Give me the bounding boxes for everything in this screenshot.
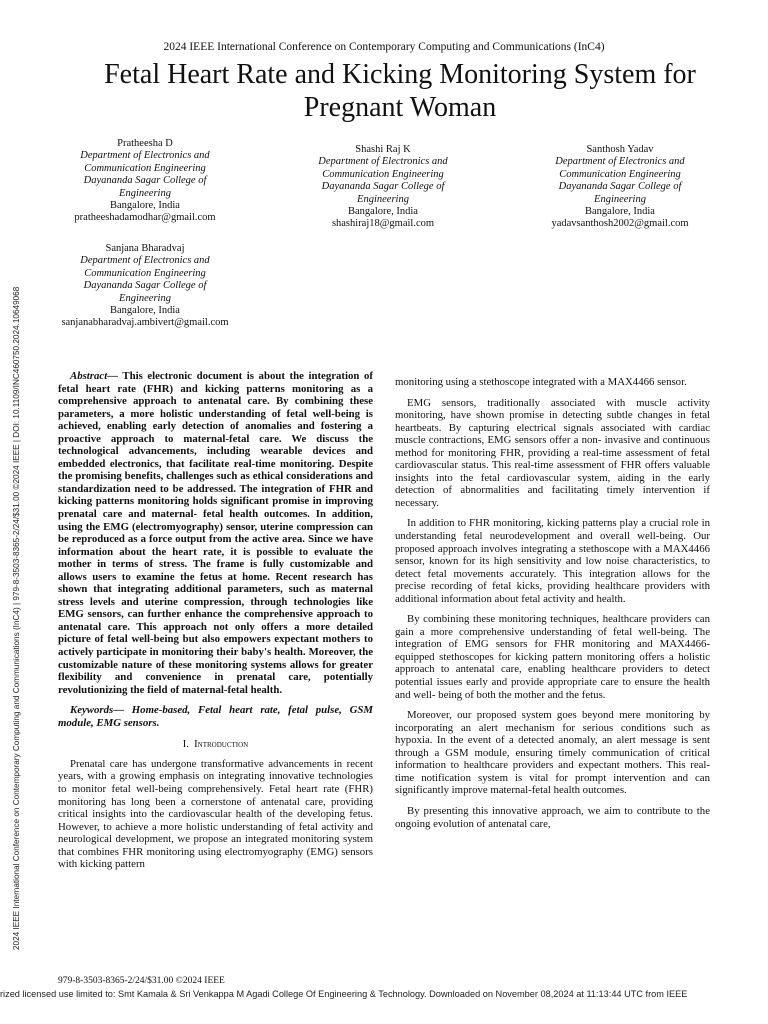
keywords-text: Home-based, Fetal heart rate, fetal pulse, GSM module, EMG sensors. xyxy=(58,704,373,729)
author-dept: Communication Engineering xyxy=(84,267,206,279)
keywords xyxy=(58,704,373,729)
author-inst: Dayananda Sagar College of xyxy=(321,181,445,193)
author-dept: Communication Engineering xyxy=(322,168,444,180)
author-dept: Department of Electronics and xyxy=(80,150,210,162)
author-name: Pratheesha D xyxy=(117,138,173,149)
author-email: yadavsanthosh2002@gmail.com xyxy=(551,218,689,230)
author-email: sanjanabharadvaj.ambivert@gmail.com xyxy=(61,317,229,329)
author-block xyxy=(525,144,715,231)
left-column xyxy=(58,370,373,879)
right-column xyxy=(395,376,710,838)
author-block xyxy=(50,138,240,225)
author-block xyxy=(288,144,478,231)
paragraph: By combining these monitoring techniques, healthcare providers can gain a more comprehensive understanding of fetal well-being. The integration of EMG sensors for FHR monitoring and MAX4466-equipped stethoscopes for kicking pattern monitoring offers a holistic approach to antenatal care, enabling healthcare providers to detect potential issues early and provide appropriate care to ensure the health and well- being of both the mother and the fetus. xyxy=(395,613,710,701)
author-dept: Department of Electronics and xyxy=(555,156,685,168)
paragraph: By presenting this innovative approach, we aim to contribute to the ongoing evolution of antenatal care, xyxy=(395,804,710,830)
author-dept: Department of Electronics and xyxy=(318,156,448,168)
author-city: Bangalore, India xyxy=(348,206,418,218)
paper-title: Fetal Heart Rate and Kicking Monitoring System for Pregnant Woman xyxy=(104,59,696,123)
author-name: Sanjana Bharadvaj xyxy=(105,243,185,254)
keywords-label: Keywords— xyxy=(70,704,124,717)
section-heading xyxy=(58,739,373,752)
author-email: shashiraj18@gmail.com xyxy=(331,218,435,230)
paragraph: Prenatal care has undergone transformative advancements in recent years, with a growing emphasis on integrating innovative technologies to monitor fetal well-being comprehensively. Fetal heart rate (FHR) monitoring has long been a cornerstone of antenatal care, providing critical insights into the cardiovascular health of the developing fetus. However, to achieve a more holistic understanding of fetal activity and neurological development, we propose an integrated monitoring system that combines FHR monitoring using electromyography (EMG) sensors with kicking pattern xyxy=(58,757,373,871)
author-city: Bangalore, India xyxy=(110,200,180,212)
author-inst: Dayananda Sagar College of xyxy=(558,181,682,193)
author-inst: Engineering xyxy=(357,193,409,205)
paragraph: monitoring using a stethoscope integrated with a MAX4466 sensor. xyxy=(395,376,687,388)
author-city: Bangalore, India xyxy=(585,206,655,218)
author-dept: Communication Engineering xyxy=(559,168,681,180)
doi-sidebar: 2024 IEEE International Conference on Contemporary Computing and Communications (InC4) | 979-8-3503-8365-2/24/$31.00 ©2024 IEEE | DOI: 10.1109/INC460750.2024.10649068 xyxy=(12,286,21,950)
author-inst: Dayananda Sagar College of xyxy=(83,280,207,292)
paragraph: Moreover, our proposed system goes beyond mere monitoring by incorporating an alert mechanism for serious conditions such as hypoxia. In the event of a detected anomaly, an alert message is sent through a GSM module, ensuring timely communication of critical information to healthcare providers and expectant mothers. This real-time notification system is vital for prompt intervention and can significantly improve maternal-fetal health outcomes. xyxy=(395,709,710,797)
conference-header: 2024 IEEE International Conference on Contemporary Computing and Communications (InC4) xyxy=(163,41,605,53)
license-footer: rized licensed use limited to: Smt Kamala & Sri Venkappa M Agadi College Of Engineering & Technology. Downloaded on November 08,2024 at 11:13:44 UTC from IEEE xyxy=(0,989,688,999)
paragraph: EMG sensors, traditionally associated with muscle activity monitoring, have shown promise in detecting subtle changes in fetal heartbeats. By capturing electrical signals associated with cardiac muscle contractions, EMG sensors offer a non- invasive and continuous method for monitoring FHR, providing a real-time assessment of fetal cardiovascular status. This real-time assessment of FHR offers valuable insights into the fetal cardiovascular system, aiding in the early detection of abnormalities and facilitating timely intervention if necessary. xyxy=(395,396,710,509)
section-title: Introduction xyxy=(194,739,249,751)
abstract-label: Abstract— xyxy=(70,370,118,382)
abstract-text: This electronic document is about the integration of fetal heart rate (FHR) and kicking patterns monitoring as a comprehensive approach to antenatal care. By combining these parameters, a more holistic understanding of fetal well-being is achieved, enabling early detection of anomalies and fostering a proactive approach to maternal-fetal care. We discuss the technological advancements, including wearable devices and embedded electronics, that facilitate real-time monitoring. Despite the promising benefits, challenges such as ethical considerations and standardization need to be addressed. The integration of FHR and kicking patterns monitoring holds significant promise in improving prenatal care and maternal- fetal health outcomes. In addition, using the EMG (electromyography) sensor, uterine compression can be reproduced as a force output from the active area. Since we have information about the heart rate, it is possible to evaluate the mother in terms of stress. The frame is fully customizable and allows users to examine the fetus at home. Recent research has shown that integrating additional parameters, such as maternal stress levels and uterine compression, through technologies like EMG sensors, can further enhance the comprehensive approach to antenatal care. This approach not only offers a more detailed picture of fetal well-being but also empowers expectant mothers to actively participate in monitoring their baby's health. Moreover, the customizable nature of these monitoring systems allows for greater flexibility and convenience in prenatal care, potentially revolutionizing the field of maternal-fetal health. xyxy=(58,370,373,696)
author-inst: Dayananda Sagar College of xyxy=(83,175,207,187)
author-email: pratheeshadamodhar@gmail.com xyxy=(74,212,216,224)
author-name: Shashi Raj K xyxy=(355,144,411,155)
abstract xyxy=(58,370,373,696)
author-inst: Engineering xyxy=(119,292,171,304)
author-name: Santhosh Yadav xyxy=(586,144,654,155)
author-inst: Engineering xyxy=(594,193,646,205)
author-city: Bangalore, India xyxy=(110,305,180,317)
section-number: I. xyxy=(182,739,189,751)
author-dept: Department of Electronics and xyxy=(80,255,210,267)
isbn-footer: 979-8-3503-8365-2/24/$31.00 ©2024 IEEE xyxy=(58,976,225,986)
author-dept: Communication Engineering xyxy=(84,162,206,174)
paragraph: In addition to FHR monitoring, kicking patterns play a crucial role in understanding fetal neurodevelopment and overall well-being. Our proposed approach involves integrating a stethoscope with a MAX4466 sensor, known for its high sensitivity and low noise characteristics, to detect fetal movements accurately. This integration allows for the precise recording of fetal kicks, providing healthcare providers with additional information about fetal activity and health. xyxy=(395,517,710,605)
author-block xyxy=(50,243,240,330)
author-inst: Engineering xyxy=(119,187,171,199)
